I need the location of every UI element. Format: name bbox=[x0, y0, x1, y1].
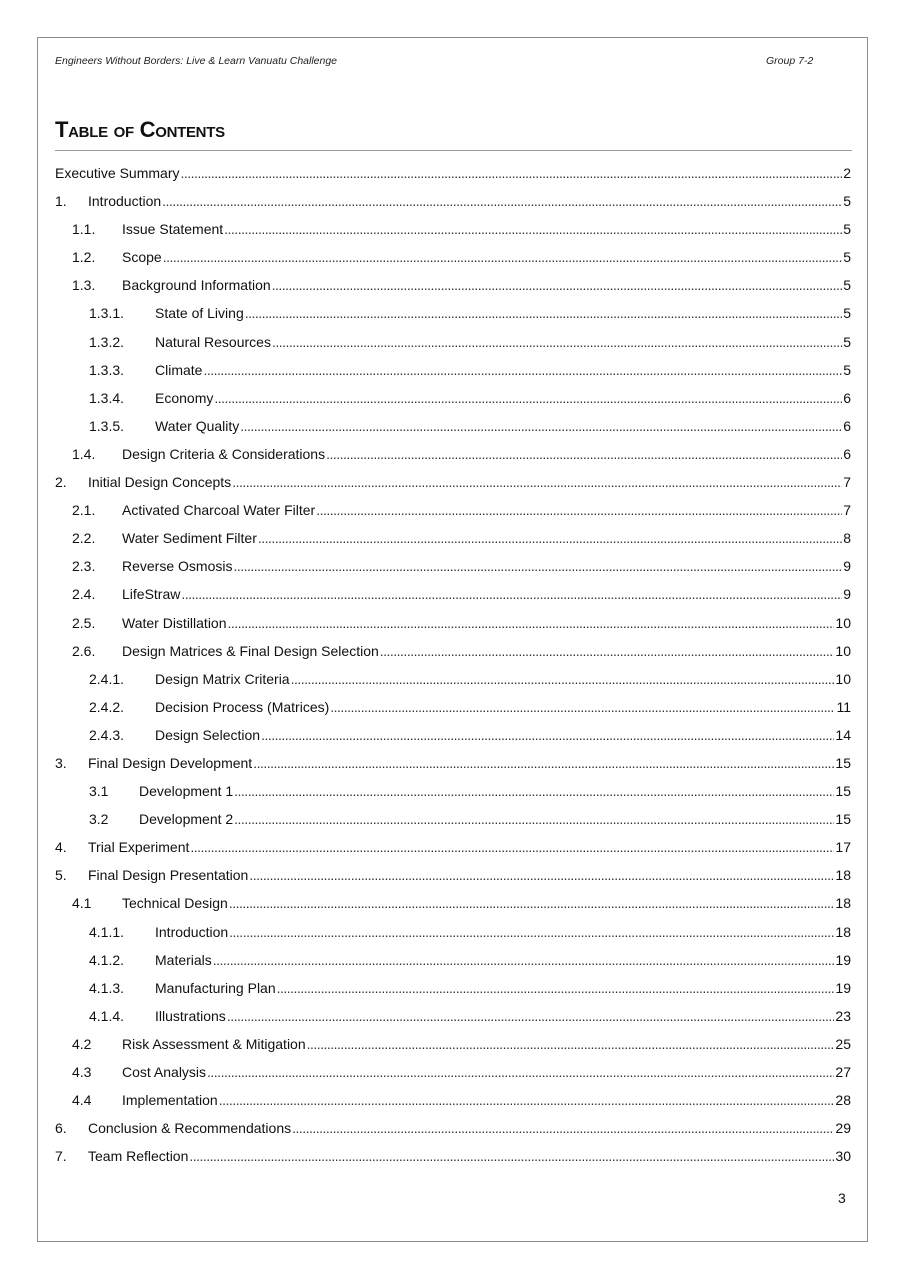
toc-entry-number: 4.1.2. bbox=[89, 951, 125, 968]
toc-entry-title[interactable]: Manufacturing Plan bbox=[155, 979, 276, 996]
toc-entry-title[interactable]: Design Criteria & Considerations bbox=[122, 445, 326, 462]
toc-dot-leader bbox=[190, 836, 834, 858]
toc-entry[interactable] bbox=[55, 949, 851, 977]
heading-rule bbox=[55, 150, 852, 151]
toc-heading: Table of Contents bbox=[55, 117, 225, 142]
toc-dot-leader bbox=[330, 696, 835, 718]
toc-entry-title[interactable]: Illustrations bbox=[155, 1007, 226, 1024]
running-header-group: Group 7-2 bbox=[766, 55, 814, 67]
toc-entry-title[interactable]: Economy bbox=[155, 389, 214, 406]
toc-entry-title[interactable]: Materials bbox=[155, 951, 212, 968]
toc-entry-title[interactable]: Initial Design Concepts bbox=[88, 474, 232, 491]
toc-entry-page[interactable]: 9 bbox=[843, 586, 851, 603]
toc-dot-leader bbox=[228, 612, 835, 634]
toc-entry[interactable] bbox=[55, 724, 851, 752]
toc-entry-number: 5. bbox=[55, 867, 67, 884]
toc-dot-leader bbox=[380, 640, 835, 662]
toc-entry[interactable] bbox=[55, 555, 851, 583]
toc-entry-title[interactable]: Development 2 bbox=[139, 811, 234, 828]
toc-dot-leader bbox=[203, 359, 842, 381]
toc-entry-number: 1.3. bbox=[72, 277, 96, 294]
toc-entry-number: 2.4.2. bbox=[89, 698, 125, 715]
toc-entry[interactable] bbox=[55, 752, 851, 780]
toc-dot-leader bbox=[253, 752, 834, 774]
toc-entry-page[interactable]: 5 bbox=[843, 249, 851, 266]
toc-entry-number: 2.6. bbox=[72, 642, 96, 659]
toc-entry-title[interactable]: Final Design Presentation bbox=[88, 867, 249, 884]
toc-entry-title[interactable]: Reverse Osmosis bbox=[122, 558, 233, 575]
toc-entry-number: 2.3. bbox=[72, 558, 96, 575]
toc-entry-number: 6. bbox=[55, 1120, 67, 1137]
running-header-title: Engineers Without Borders: Live & Learn Vanuatu Challenge bbox=[55, 55, 338, 67]
toc-entry-title[interactable]: Water Quality bbox=[155, 417, 240, 434]
toc-dot-leader bbox=[181, 583, 842, 605]
toc-dot-leader bbox=[292, 1117, 834, 1139]
toc-entry[interactable] bbox=[55, 892, 851, 920]
toc-entry-title[interactable]: Climate bbox=[155, 361, 203, 378]
toc-entry-number: 3. bbox=[55, 754, 67, 771]
toc-entry[interactable] bbox=[55, 415, 851, 443]
toc-entry[interactable] bbox=[55, 640, 851, 668]
toc-entry-page[interactable]: 25 bbox=[835, 1035, 851, 1052]
toc-entry-page[interactable]: 5 bbox=[843, 333, 851, 350]
toc-entry-number: 4.3 bbox=[72, 1064, 92, 1080]
toc-dot-leader bbox=[245, 302, 842, 324]
toc-entry[interactable] bbox=[55, 1033, 851, 1061]
toc-entry-title[interactable]: Conclusion & Recommendations bbox=[88, 1120, 292, 1137]
toc-dot-leader bbox=[272, 274, 843, 296]
page-number: 3 bbox=[838, 1190, 846, 1206]
toc-entry-page[interactable]: 17 bbox=[835, 839, 851, 856]
toc-entry-title[interactable]: Scope bbox=[122, 249, 162, 266]
toc-entry-number: 1.3.1. bbox=[89, 305, 125, 322]
toc-dot-leader bbox=[207, 1061, 834, 1083]
toc-entry-page[interactable]: 10 bbox=[835, 642, 851, 659]
toc-entry-page[interactable]: 15 bbox=[835, 811, 851, 828]
toc-entry-page[interactable]: 7 bbox=[843, 502, 851, 519]
toc-entry-page[interactable]: 28 bbox=[835, 1092, 851, 1109]
toc-entry-page[interactable]: 30 bbox=[835, 1148, 851, 1165]
toc-entry[interactable] bbox=[55, 836, 851, 864]
toc-entry[interactable] bbox=[55, 443, 851, 471]
toc-entry[interactable] bbox=[55, 302, 851, 330]
toc-dot-leader bbox=[214, 387, 842, 409]
toc-dot-leader bbox=[163, 246, 843, 268]
toc-entry[interactable] bbox=[55, 696, 851, 724]
toc-entry-page[interactable]: 18 bbox=[835, 923, 851, 940]
toc-entry-number: 1.3.2. bbox=[89, 333, 125, 350]
toc-entry[interactable] bbox=[55, 274, 851, 302]
toc-entry-page[interactable]: 10 bbox=[835, 670, 851, 687]
toc-entry-title[interactable]: Natural Resources bbox=[155, 333, 271, 350]
toc-entry-page[interactable]: 19 bbox=[835, 979, 851, 996]
toc-dot-leader bbox=[219, 1089, 835, 1111]
toc-entry-number: 1.4. bbox=[72, 445, 96, 462]
toc-entry-title[interactable]: Water Distillation bbox=[122, 614, 227, 631]
toc-entry-title[interactable]: Introduction bbox=[88, 193, 162, 210]
toc-dot-leader bbox=[249, 864, 834, 886]
toc-entry-page[interactable]: 5 bbox=[843, 277, 851, 294]
toc-entry[interactable] bbox=[55, 1005, 851, 1033]
toc-entry-number: 4.1.4. bbox=[89, 1007, 125, 1024]
toc-entry-number: 4.4 bbox=[72, 1092, 92, 1109]
toc-entry-page[interactable]: 29 bbox=[835, 1120, 851, 1137]
toc-entry-page[interactable]: 2 bbox=[843, 165, 851, 181]
toc-entry-title[interactable]: Water Sediment Filter bbox=[122, 530, 257, 547]
toc-entry-page[interactable]: 23 bbox=[835, 1007, 851, 1024]
toc-entry-number: 4.1 bbox=[72, 895, 92, 912]
toc-entry-title[interactable]: Decision Process (Matrices) bbox=[155, 698, 330, 715]
toc-entry-number: 2.4. bbox=[72, 586, 96, 603]
toc-entry[interactable] bbox=[55, 1089, 851, 1117]
toc-entry[interactable] bbox=[55, 190, 851, 218]
toc-entry-title[interactable]: LifeStraw bbox=[122, 586, 181, 603]
toc-entry-page[interactable]: 9 bbox=[843, 558, 851, 575]
toc-dot-leader bbox=[229, 921, 834, 943]
toc-entry-number: 2. bbox=[55, 474, 67, 491]
toc-entry-title[interactable]: Final Design Development bbox=[88, 754, 253, 771]
toc-dot-leader bbox=[227, 1005, 835, 1027]
toc-entry-page[interactable]: 5 bbox=[843, 305, 851, 322]
toc-entry-title[interactable]: Issue Statement bbox=[122, 221, 224, 238]
toc-dot-leader bbox=[234, 780, 834, 802]
toc-entry-number: 3.2 bbox=[89, 811, 109, 828]
toc-entry-title[interactable]: Cost Analysis bbox=[122, 1064, 207, 1080]
toc-entry[interactable] bbox=[55, 668, 851, 696]
toc-entry[interactable] bbox=[55, 612, 851, 640]
toc-entry-number: 1. bbox=[55, 193, 67, 210]
toc-entry[interactable] bbox=[55, 921, 851, 949]
toc-dot-leader bbox=[261, 724, 834, 746]
toc-dot-leader bbox=[326, 443, 842, 465]
toc-entry-title[interactable]: State of Living bbox=[155, 305, 244, 322]
toc-entry[interactable] bbox=[55, 387, 851, 415]
toc-entry-page[interactable]: 18 bbox=[835, 867, 851, 884]
toc-dot-leader bbox=[277, 977, 835, 999]
toc-entry-number: 1.3.4. bbox=[89, 389, 125, 406]
toc-entry[interactable] bbox=[55, 864, 851, 892]
toc-entry-title[interactable]: Development 1 bbox=[139, 783, 234, 800]
toc-entry-page[interactable]: 18 bbox=[835, 895, 851, 912]
toc-entry-number: 3.1 bbox=[89, 783, 109, 800]
toc-entry[interactable] bbox=[55, 218, 851, 246]
toc-entry-number: 2.1. bbox=[72, 502, 96, 519]
toc-entry-title[interactable]: Design Selection bbox=[155, 726, 261, 743]
toc-dot-leader bbox=[213, 949, 835, 971]
toc-entry-title[interactable]: Executive Summary bbox=[55, 165, 180, 181]
toc-entry-number: 2.4.3. bbox=[89, 726, 125, 743]
toc-entry-number: 1.1. bbox=[72, 221, 96, 238]
toc-entry-page[interactable]: 19 bbox=[835, 951, 851, 968]
toc-entry-page[interactable]: 10 bbox=[835, 614, 851, 631]
toc-list bbox=[55, 162, 851, 1173]
toc-entry-number: 2.2. bbox=[72, 530, 96, 547]
toc-dot-leader bbox=[291, 668, 835, 690]
toc-entry[interactable] bbox=[55, 583, 851, 611]
toc-entry-page[interactable]: 5 bbox=[843, 361, 851, 378]
toc-entry-page[interactable]: 15 bbox=[835, 754, 851, 771]
toc-dot-leader bbox=[224, 218, 842, 240]
toc-entry-page[interactable]: 6 bbox=[843, 417, 851, 434]
toc-dot-leader bbox=[229, 892, 835, 914]
toc-entry-number: 2.5. bbox=[72, 614, 96, 631]
toc-entry-number: 1.2. bbox=[72, 249, 96, 266]
toc-entry[interactable] bbox=[55, 1061, 851, 1089]
toc-entry-page[interactable]: 5 bbox=[843, 193, 851, 210]
toc-entry-number: 7. bbox=[55, 1148, 67, 1165]
toc-dot-leader bbox=[232, 471, 842, 493]
toc-entry-number: 2.4.1. bbox=[89, 670, 125, 687]
toc-entry-title[interactable]: Design Matrices & Final Design Selection bbox=[122, 642, 379, 659]
toc-dot-leader bbox=[180, 162, 842, 184]
toc-entry-title[interactable]: Trial Experiment bbox=[88, 839, 190, 856]
toc-dot-leader bbox=[240, 415, 842, 437]
toc-entry-title[interactable]: Introduction bbox=[155, 923, 229, 940]
toc-entry-page[interactable]: 5 bbox=[843, 221, 851, 238]
toc-entry[interactable] bbox=[55, 527, 851, 555]
toc-entry[interactable] bbox=[55, 331, 851, 359]
toc-entry[interactable] bbox=[55, 1145, 851, 1173]
toc-entry[interactable] bbox=[55, 499, 851, 527]
toc-entry-page[interactable]: 7 bbox=[843, 474, 851, 491]
toc-entry[interactable] bbox=[55, 246, 851, 274]
toc-entry-number: 4.2 bbox=[72, 1035, 92, 1052]
toc-entry[interactable] bbox=[55, 1117, 851, 1145]
toc-entry-title[interactable]: Design Matrix Criteria bbox=[155, 670, 290, 687]
toc-dot-leader bbox=[307, 1033, 835, 1055]
toc-entry-page[interactable]: 14 bbox=[835, 726, 851, 743]
toc-entry[interactable] bbox=[55, 162, 851, 190]
toc-entry-page[interactable]: 6 bbox=[843, 445, 851, 462]
toc-entry-page[interactable]: 27 bbox=[835, 1064, 851, 1080]
toc-dot-leader bbox=[316, 499, 842, 521]
toc-entry[interactable] bbox=[55, 471, 851, 499]
toc-entry-number: 4.1.3. bbox=[89, 979, 125, 996]
toc-entry-number: 4. bbox=[55, 839, 67, 856]
toc-entry-title[interactable]: Background Information bbox=[122, 277, 271, 294]
toc-entry-title[interactable]: Team Reflection bbox=[88, 1148, 189, 1165]
toc-entry[interactable] bbox=[55, 977, 851, 1005]
toc-entry-title[interactable]: Implementation bbox=[122, 1092, 218, 1109]
toc-entry-title[interactable]: Risk Assessment & Mitigation bbox=[122, 1035, 306, 1052]
toc-entry-page[interactable]: 6 bbox=[843, 389, 851, 406]
toc-entry-title[interactable]: Technical Design bbox=[122, 895, 228, 912]
toc-dot-leader bbox=[258, 527, 842, 549]
toc-entry-title[interactable]: Activated Charcoal Water Filter bbox=[122, 502, 316, 519]
toc-dot-leader bbox=[234, 808, 834, 830]
toc-dot-leader bbox=[189, 1145, 834, 1167]
toc-dot-leader bbox=[272, 331, 842, 353]
toc-dot-leader bbox=[233, 555, 842, 577]
toc-entry-page[interactable]: 8 bbox=[843, 530, 851, 547]
toc-entry-page[interactable]: 11 bbox=[836, 698, 851, 715]
toc-entry[interactable] bbox=[55, 780, 851, 808]
toc-dot-leader bbox=[162, 190, 842, 212]
toc-entry-number: 4.1.1. bbox=[89, 923, 125, 940]
toc-entry[interactable] bbox=[55, 808, 851, 836]
toc-entry-page[interactable]: 15 bbox=[835, 783, 851, 800]
toc-entry-number: 1.3.5. bbox=[89, 417, 125, 434]
toc-entry-number: 1.3.3. bbox=[89, 361, 125, 378]
toc-entry[interactable] bbox=[55, 359, 851, 387]
